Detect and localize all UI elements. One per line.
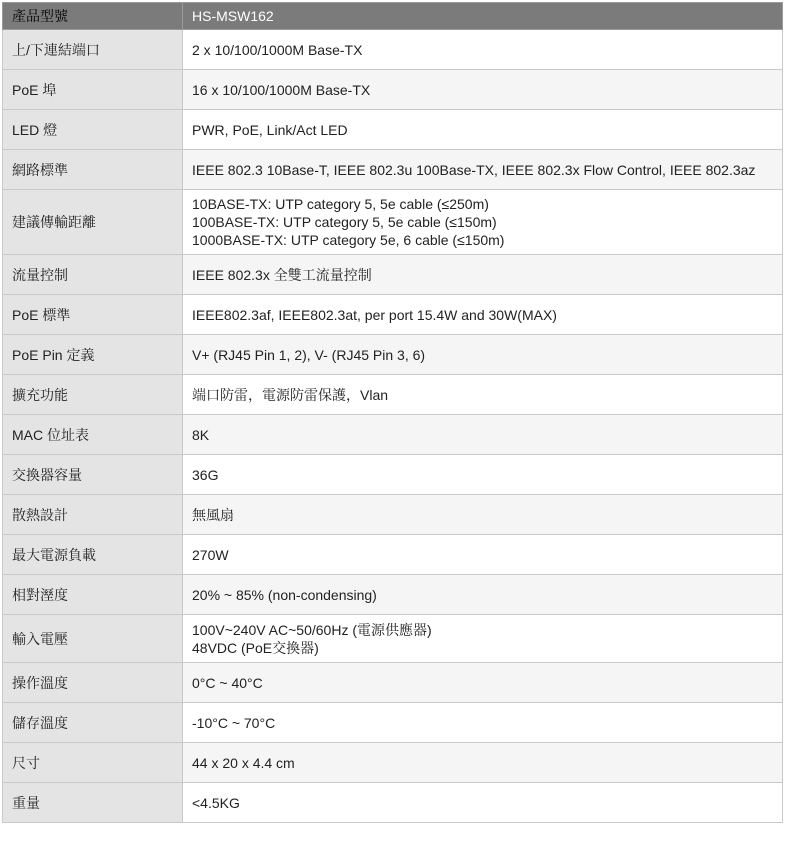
spec-label: 相對溼度 bbox=[3, 575, 183, 615]
spec-value-line: 100V~240V AC~50/60Hz (電源供應器) bbox=[192, 621, 432, 638]
spec-value-line: 100BASE-TX: UTP category 5, 5e cable (≤150m) bbox=[192, 214, 497, 230]
spec-label: 輸入電壓 bbox=[3, 615, 183, 663]
spec-value-line: IEEE 802.3x 全雙工流量控制 bbox=[192, 266, 372, 283]
spec-value bbox=[183, 495, 783, 535]
table-row bbox=[3, 415, 783, 455]
table-row bbox=[3, 783, 783, 823]
table-row bbox=[3, 335, 783, 375]
table-row bbox=[3, 190, 783, 255]
spec-value-line: 1000BASE-TX: UTP category 5e, 6 cable (≤150m) bbox=[192, 232, 505, 248]
spec-value bbox=[183, 535, 783, 575]
spec-value-line: -10°C ~ 70°C bbox=[192, 714, 276, 731]
spec-value bbox=[183, 663, 783, 703]
table-row bbox=[3, 495, 783, 535]
spec-value bbox=[183, 615, 783, 663]
spec-value bbox=[183, 70, 783, 110]
spec-value-line: 270W bbox=[192, 546, 229, 563]
spec-label: 上/下連結端口 bbox=[3, 30, 183, 70]
table-row bbox=[3, 30, 783, 70]
spec-value-line: 無風扇 bbox=[192, 506, 234, 523]
spec-value bbox=[183, 783, 783, 823]
spec-label: PoE 埠 bbox=[3, 70, 183, 110]
spec-label: 擴充功能 bbox=[3, 375, 183, 415]
table-row bbox=[3, 455, 783, 495]
spec-label: 網路標準 bbox=[3, 150, 183, 190]
spec-value bbox=[183, 190, 783, 255]
spec-value-line: 44 x 20 x 4.4 cm bbox=[192, 754, 295, 771]
spec-value bbox=[183, 255, 783, 295]
spec-value bbox=[183, 335, 783, 375]
table-row bbox=[3, 535, 783, 575]
table-row bbox=[3, 255, 783, 295]
spec-value-line: 8K bbox=[192, 426, 210, 443]
spec-label: 儲存溫度 bbox=[3, 703, 183, 743]
table-row bbox=[3, 615, 783, 663]
table-header-row bbox=[3, 3, 783, 30]
spec-value bbox=[183, 415, 783, 455]
spec-label: 尺寸 bbox=[3, 743, 183, 783]
spec-value bbox=[183, 575, 783, 615]
spec-value-line: <4.5KG bbox=[192, 794, 240, 811]
spec-value bbox=[183, 743, 783, 783]
spec-value-line: 10BASE-TX: UTP category 5, 5e cable (≤250m) bbox=[192, 196, 489, 212]
spec-value-line: 2 x 10/100/1000M Base-TX bbox=[192, 41, 363, 58]
spec-value-line: IEEE802.3af, IEEE802.3at, per port 15.4W and 30W(MAX) bbox=[192, 306, 557, 323]
spec-label: MAC 位址表 bbox=[3, 415, 183, 455]
table-row bbox=[3, 575, 783, 615]
table-row bbox=[3, 703, 783, 743]
table-row bbox=[3, 663, 783, 703]
spec-value-line: 端口防雷，電源防雷保護，Vlan bbox=[192, 386, 389, 403]
spec-value-line: 20% ~ 85% (non-condensing) bbox=[192, 586, 377, 603]
spec-value-line: 36G bbox=[192, 466, 219, 483]
table-row bbox=[3, 70, 783, 110]
spec-value-line: 16 x 10/100/1000M Base-TX bbox=[192, 81, 371, 98]
spec-label: 最大電源負載 bbox=[3, 535, 183, 575]
spec-value bbox=[183, 375, 783, 415]
table-row bbox=[3, 110, 783, 150]
table-row bbox=[3, 150, 783, 190]
spec-label: PoE 標準 bbox=[3, 295, 183, 335]
table-row bbox=[3, 375, 783, 415]
spec-label: LED 燈 bbox=[3, 110, 183, 150]
spec-value bbox=[183, 703, 783, 743]
spec-value bbox=[183, 30, 783, 70]
spec-value bbox=[183, 150, 783, 190]
spec-label: 重量 bbox=[3, 783, 183, 823]
spec-value bbox=[183, 110, 783, 150]
spec-value-line: V+ (RJ45 Pin 1, 2), V- (RJ45 Pin 3, 6) bbox=[192, 346, 426, 363]
header-model-value: HS-MSW162 bbox=[183, 3, 783, 30]
table-row bbox=[3, 295, 783, 335]
spec-label: 建議傳輸距離 bbox=[3, 190, 183, 255]
spec-label: 散熱設計 bbox=[3, 495, 183, 535]
spec-label: PoE Pin 定義 bbox=[3, 335, 183, 375]
spec-value-line: 0°C ~ 40°C bbox=[192, 674, 263, 691]
spec-label: 流量控制 bbox=[3, 255, 183, 295]
spec-value-line: 48VDC (PoE交換器) bbox=[192, 639, 319, 656]
spec-value bbox=[183, 295, 783, 335]
header-label: 產品型號 bbox=[3, 3, 183, 30]
table-row bbox=[3, 743, 783, 783]
spec-table bbox=[2, 2, 783, 823]
spec-label: 操作溫度 bbox=[3, 663, 183, 703]
spec-value bbox=[183, 455, 783, 495]
spec-value-line: IEEE 802.3 10Base-T, IEEE 802.3u 100Base-TX, IEEE 802.3x Flow Control, IEEE 802.3az bbox=[192, 161, 756, 178]
spec-value-line: PWR, PoE, Link/Act LED bbox=[192, 121, 348, 138]
spec-label: 交換器容量 bbox=[3, 455, 183, 495]
